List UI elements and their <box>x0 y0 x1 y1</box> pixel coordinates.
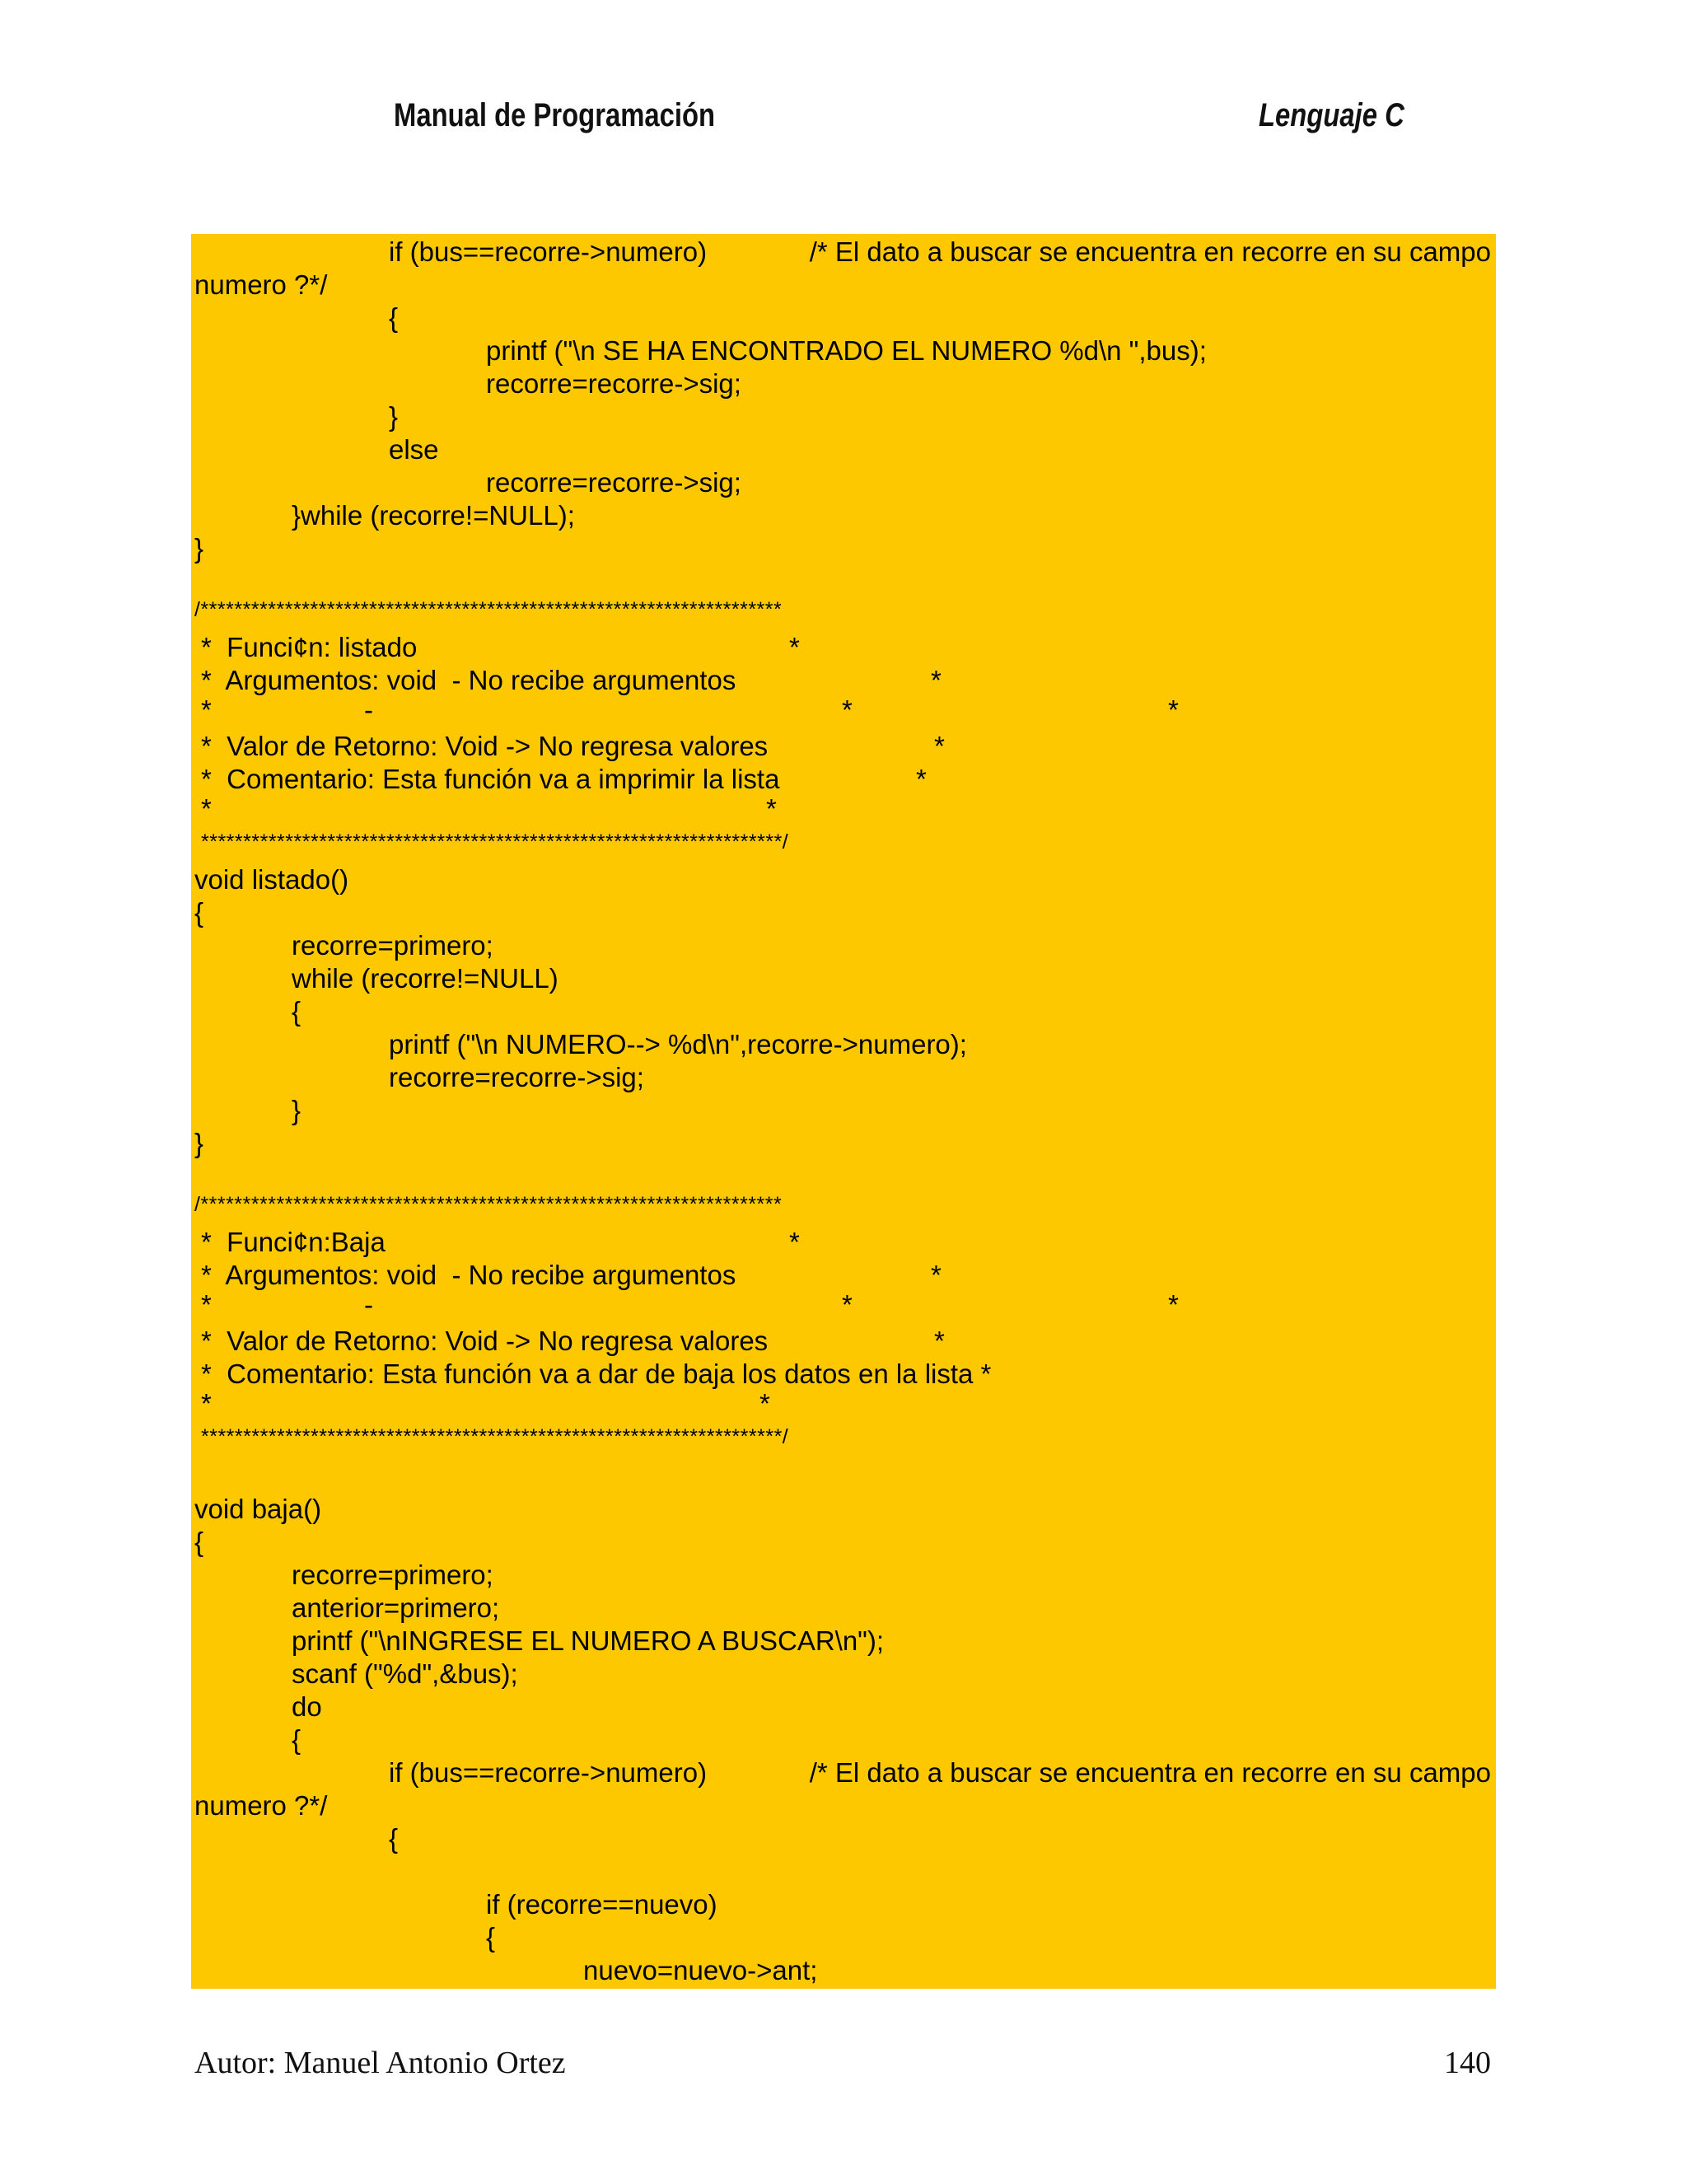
comment-line <box>191 631 1496 664</box>
code-text: * <box>934 731 945 761</box>
code-line <box>191 302 1496 334</box>
code-text: * <box>916 764 927 794</box>
code-text: } <box>389 401 399 432</box>
code-text: if (bus==recorre->numero) <box>389 1757 708 1788</box>
code-text: void listado() <box>194 864 349 895</box>
code-text: numero ?*/ <box>194 1790 328 1821</box>
code-line <box>191 499 1496 532</box>
comment-line <box>191 1387 1496 1420</box>
code-line <box>191 1789 1496 1822</box>
code-text: * Comentario: Esta función va a dar de baja los datos en la lista * <box>201 1359 992 1389</box>
code-text: numero ?*/ <box>194 269 328 300</box>
code-text: * <box>759 1388 770 1419</box>
code-text: * <box>842 694 853 725</box>
code-text: { <box>292 996 301 1027</box>
code-line <box>191 367 1496 400</box>
code-text: - <box>364 1289 373 1320</box>
code-listing <box>191 234 1496 1989</box>
code-text: * <box>789 1227 800 1257</box>
code-text: { <box>486 1922 496 1953</box>
code-text: * <box>1168 694 1179 725</box>
code-line <box>191 1954 1496 1987</box>
code-line <box>191 962 1496 995</box>
comment-line <box>191 1325 1496 1358</box>
code-line <box>191 1094 1496 1127</box>
code-line <box>191 334 1496 367</box>
code-line <box>191 896 1496 929</box>
code-text: * <box>934 1326 945 1356</box>
code-text: *********************************************************************/ <box>201 1425 789 1448</box>
code-line <box>191 236 1496 269</box>
comment-line <box>191 1259 1496 1292</box>
code-text: { <box>389 302 399 333</box>
code-text: recorre=recorre->sig; <box>486 368 741 399</box>
code-line <box>191 269 1496 302</box>
code-text: printf ("\nINGRESE EL NUMERO A BUSCAR\n"); <box>292 1625 885 1656</box>
code-line <box>191 400 1496 433</box>
code-text: * <box>931 665 942 695</box>
code-text: * <box>766 793 777 824</box>
comment-line <box>191 1358 1496 1391</box>
code-text: recorre=primero; <box>292 930 493 961</box>
code-text: } <box>194 1128 204 1158</box>
page-number: 140 <box>1444 2046 1491 2080</box>
code-text: { <box>194 1527 204 1557</box>
code-text: anterior=primero; <box>292 1592 500 1623</box>
comment-border <box>191 825 1496 858</box>
code-line <box>191 1559 1496 1592</box>
code-line <box>191 1625 1496 1658</box>
code-text: }while (recorre!=NULL); <box>292 500 575 531</box>
code-comment: /* El dato a buscar se encuentra en recorre en su campo <box>809 1757 1491 1788</box>
code-text: * Funci¢n:Baja <box>201 1227 386 1257</box>
code-text: * <box>1168 1289 1179 1320</box>
code-text: - <box>364 694 373 725</box>
code-line <box>191 1592 1496 1625</box>
comment-line <box>191 664 1496 697</box>
code-text: *********************************************************************/ <box>201 830 789 853</box>
code-text: * <box>201 793 212 824</box>
code-text: printf ("\n SE HA ENCONTRADO EL NUMERO %d\n ",bus); <box>486 335 1207 366</box>
code-text: nuevo=nuevo->ant; <box>583 1955 818 1985</box>
code-text: } <box>292 1095 301 1125</box>
code-line <box>191 1493 1496 1526</box>
comment-line <box>191 1288 1496 1321</box>
code-text: * <box>842 1289 853 1320</box>
code-text: if (bus==recorre->numero) <box>389 236 708 267</box>
code-text: * <box>931 1260 942 1290</box>
code-text: * Comentario: Esta función va a imprimir la lista <box>201 764 780 794</box>
code-text: recorre=recorre->sig; <box>486 467 741 498</box>
code-text: recorre=primero; <box>292 1560 493 1590</box>
code-text: else <box>389 434 439 465</box>
code-line <box>191 1723 1496 1756</box>
comment-border <box>191 1420 1496 1453</box>
code-text: { <box>292 1724 301 1755</box>
code-line <box>191 466 1496 499</box>
code-line <box>191 863 1496 896</box>
header-language-title: Lenguaje C <box>1259 97 1404 133</box>
code-line <box>191 1526 1496 1559</box>
code-text: * <box>789 632 800 662</box>
code-text: { <box>389 1823 399 1854</box>
code-comment: /* El dato a buscar se encuentra en recorre en su campo <box>809 236 1491 267</box>
code-text: { <box>194 897 204 928</box>
comment-border <box>191 1188 1496 1221</box>
code-text: * <box>201 1388 212 1419</box>
code-line <box>191 1756 1496 1789</box>
code-line <box>191 1658 1496 1691</box>
code-text: void baja() <box>194 1494 322 1524</box>
header-manual-title: Manual de Programación <box>394 97 716 133</box>
code-text: while (recorre!=NULL) <box>292 963 558 994</box>
code-text: recorre=recorre->sig; <box>389 1062 644 1092</box>
code-text: * Valor de Retorno: Void -> No regresa valores <box>201 731 769 761</box>
code-line <box>191 433 1496 466</box>
comment-line <box>191 694 1496 727</box>
comment-line <box>191 763 1496 796</box>
comment-line <box>191 730 1496 763</box>
code-text: if (recorre==nuevo) <box>486 1889 717 1920</box>
code-text: * <box>201 694 212 725</box>
code-line <box>191 1061 1496 1094</box>
code-line <box>191 1028 1496 1061</box>
code-text: scanf ("%d",&bus); <box>292 1658 518 1689</box>
comment-border <box>191 593 1496 626</box>
footer-author: Autor: Manuel Antonio Ortez <box>194 2046 566 2080</box>
code-line <box>191 1127 1496 1160</box>
code-line <box>191 1888 1496 1921</box>
comment-line <box>191 793 1496 825</box>
code-line <box>191 995 1496 1028</box>
code-line <box>191 929 1496 962</box>
comment-line <box>191 1226 1496 1259</box>
code-text: * Argumentos: void - No recibe argumentos <box>201 665 736 695</box>
code-text: } <box>194 533 204 564</box>
code-text: * Argumentos: void - No recibe argumentos <box>201 1260 736 1290</box>
code-text: * <box>201 1289 212 1320</box>
code-text: * Funci¢n: listado <box>201 632 418 662</box>
code-text: * Valor de Retorno: Void -> No regresa valores <box>201 1326 769 1356</box>
code-line <box>191 1691 1496 1723</box>
code-text: printf ("\n NUMERO--> %d\n",recorre->numero); <box>389 1029 967 1059</box>
code-text: /********************************************************************* <box>194 1193 783 1216</box>
code-line <box>191 1921 1496 1954</box>
code-text: /********************************************************************* <box>194 598 783 621</box>
code-text: do <box>292 1691 322 1722</box>
code-line <box>191 1822 1496 1855</box>
code-line <box>191 532 1496 565</box>
